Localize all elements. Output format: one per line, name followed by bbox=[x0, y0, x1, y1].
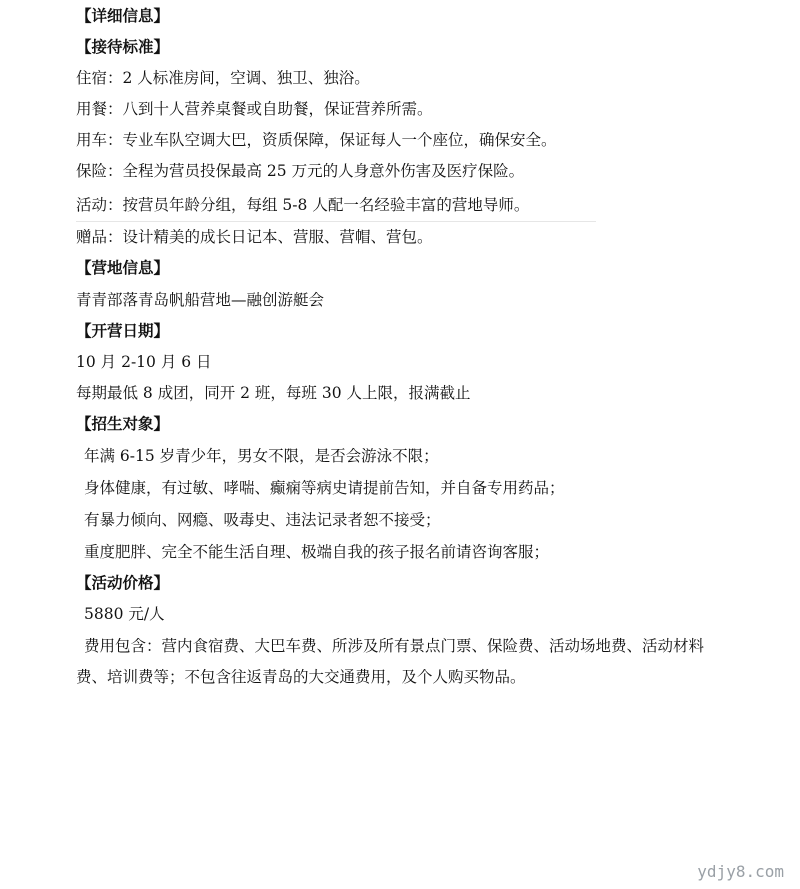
target-item-health: 身体健康，有过敏、哮喘、癫痫等病史请提前告知，并自备专用药品； bbox=[84, 479, 565, 497]
date-heading: 【开营日期】 bbox=[76, 322, 170, 340]
date-value: 10 月 2-10 月 6 日 bbox=[76, 353, 212, 371]
standard-heading: 【接待标准】 bbox=[76, 38, 170, 56]
price-heading: 【活动价格】 bbox=[76, 574, 170, 592]
target-heading: 【招生对象】 bbox=[76, 415, 170, 433]
target-item-consult: 重度肥胖、完全不能生活自理、极端自我的孩子报名前请咨询客服； bbox=[84, 543, 550, 561]
camp-name: 青青部落青岛帆船营地—融创游艇会 bbox=[76, 291, 325, 309]
standard-item-activities: 活动：按营员年龄分组，每组 5-8 人配一名经验丰富的营地导师。 bbox=[76, 196, 530, 214]
standard-item-meals: 用餐：八到十人营养桌餐或自助餐，保证营养所需。 bbox=[76, 100, 433, 118]
divider bbox=[76, 221, 596, 222]
price-note-line2: 费、培训费等；不包含往返青岛的大交通费用，及个人购买物品。 bbox=[76, 668, 526, 686]
standard-item-gifts: 赠品：设计精美的成长日记本、营服、营帽、营包。 bbox=[76, 228, 433, 246]
camp-heading: 【营地信息】 bbox=[76, 259, 170, 277]
details-heading: 【详细信息】 bbox=[76, 7, 170, 25]
standard-item-insurance: 保险：全程为营员投保最高 25 万元的人身意外伤害及医疗保险。 bbox=[76, 162, 525, 180]
standard-item-lodging: 住宿：2 人标准房间，空调、独卫、独浴。 bbox=[76, 69, 370, 87]
price-value: 5880 元/人 bbox=[84, 605, 165, 623]
price-note-line1: 费用包含：营内食宿费、大巴车费、所涉及所有景点门票、保险费、活动场地费、活动材料 bbox=[84, 637, 705, 655]
watermark: ydjy8.com bbox=[697, 862, 784, 881]
standard-item-transport: 用车：专业车队空调大巴，资质保障，保证每人一个座位，确保安全。 bbox=[76, 131, 557, 149]
target-item-restrictions: 有暴力倾向、网瘾、吸毒史、违法记录者恕不接受； bbox=[84, 511, 441, 529]
target-item-age: 年满 6-15 岁青少年，男女不限，是否会游泳不限； bbox=[84, 447, 439, 465]
date-note: 每期最低 8 成团，同开 2 班，每班 30 人上限，报满截止 bbox=[76, 384, 471, 402]
